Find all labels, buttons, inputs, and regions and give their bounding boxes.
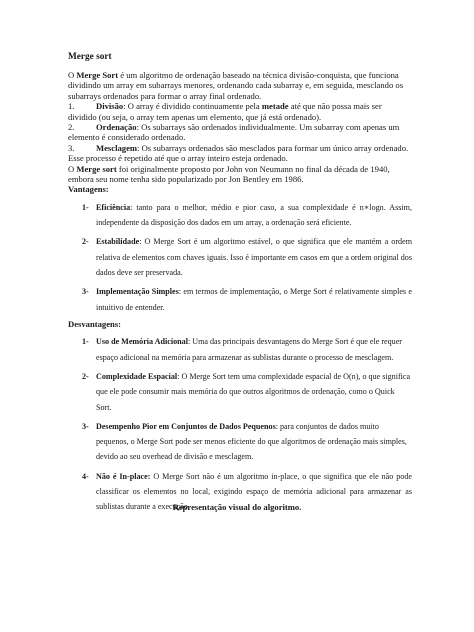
list-item: [68, 334, 412, 365]
advantages-list: [68, 200, 412, 315]
list-text: : em termos de implementação, o Merge Sort é relativamente simples e intuitivo de entender.: [96, 287, 412, 312]
step-item: [68, 101, 412, 122]
step-emphasis: metade: [261, 101, 289, 112]
step-term: Ordenação: [96, 122, 137, 133]
list-marker: 1-: [82, 202, 89, 212]
list-text: : Uma das principais desvantagens do Merge Sort é que ele requer espaço adicional na memória para armazenar as sublistas durante o processo de mesclagem.: [96, 337, 402, 362]
list-text: O Merge Sort não é um algoritmo in-place, o que significa que ele não pode classificar os elementos no local, exigindo espaço de memória adicional para armazenar as sublistas durante a execução.: [96, 471, 412, 512]
advantages-heading: Vantagens:: [68, 184, 109, 195]
list-term: Estabilidade: [96, 237, 140, 247]
list-item: [68, 284, 412, 315]
history-paragraph: [68, 164, 412, 185]
list-marker: 3-: [82, 421, 89, 431]
list-marker: 4-: [82, 471, 89, 481]
list-marker: 3-: [82, 287, 89, 297]
list-item: [68, 419, 412, 465]
step-text: : O array é dividido continuamente pela: [123, 101, 262, 112]
document-title: Merge sort: [68, 52, 112, 62]
disadvantages-heading: Desvantagens:: [68, 318, 121, 329]
step-term: Divisão: [96, 101, 124, 112]
intro-text: O: [68, 70, 77, 80]
step-text: até que não possa mais ser dividido (ou seja, o array tem apenas um elemento, que já está ordenado).: [68, 101, 382, 122]
list-term: Eficiência: [96, 202, 131, 212]
step-text: : Os subarrays ordenados são mesclados para formar um único array ordenado. Esse processo é repetido até que o array inteiro esteja ordenado.: [68, 142, 409, 164]
intro-term: Merge Sort: [76, 70, 119, 80]
list-item: [68, 369, 412, 415]
step-number: 3.: [68, 142, 75, 153]
step-text: : Os subarrays são ordenados individualmente. Um subarray com apenas um elemento é considerado ordenado.: [68, 122, 400, 143]
list-term: Uso de Memória Adicional: [96, 337, 188, 347]
list-term: Complexidade Espacial: [96, 371, 178, 381]
intro-text: é um algoritmo de ordenação baseado na técnica divisão-conquista, que funciona dividindo um array em subarrays menores, ordenando cada subarray e, em seguida, mesclando os subarrays ordenados para formar o array final ordenado.: [68, 70, 404, 101]
list-text: : O Merge Sort é um algoritmo estável, o que significa que ele mantém a ordem relativa de elementos com chaves iguais. Isso é importante em casos em que a ordem original dos dados deve ser preservada.: [96, 237, 412, 278]
list-term: Não é In-place:: [96, 471, 151, 481]
step-term: Mesclagem: [96, 142, 138, 153]
disadvantages-list: [68, 334, 412, 514]
list-text: : O Merge Sort tem uma complexidade espacial de O(n), o que significa que ele pode consumir mais memória do que outros algoritmos de ordenação, como o Quick Sort.: [96, 371, 411, 412]
list-item: [68, 200, 412, 231]
list-marker: 2-: [82, 237, 89, 247]
history-text: O: [68, 163, 77, 174]
history-term: Merge sort: [76, 163, 117, 174]
history-text: foi originalmente proposto por John von Neumann no final da década de 1940, embora seu nome tenha sido popularizado por Jon Bentley em 1986.: [68, 163, 390, 185]
figure-caption: Representação visual do algoritmo.: [172, 502, 302, 512]
list-term: Implementação Simples: [96, 287, 179, 297]
list-term: Desempenho Pior em Conjuntos de Dados Pequenos: [96, 421, 276, 431]
step-item: [68, 143, 412, 164]
step-item: [68, 122, 412, 143]
list-text: : para conjuntos de dados muito pequenos, o Merge Sort pode ser menos eficiente do que algoritmos de ordenação mais simples, devido ao seu overhead de divisão e mesclagem.: [96, 421, 407, 462]
list-marker: 2-: [82, 371, 89, 381]
intro-paragraph: [68, 70, 412, 101]
list-text: : tanto para o melhor, médio e pior caso, a sua complexidade é n∗logn. Assim, independente da disposição dos dados em um array, a ordenação será eficiente.: [96, 202, 412, 228]
step-number: 2.: [68, 122, 75, 133]
list-marker: 1-: [82, 337, 89, 347]
list-item: [68, 234, 412, 280]
step-number: 1.: [68, 101, 75, 112]
